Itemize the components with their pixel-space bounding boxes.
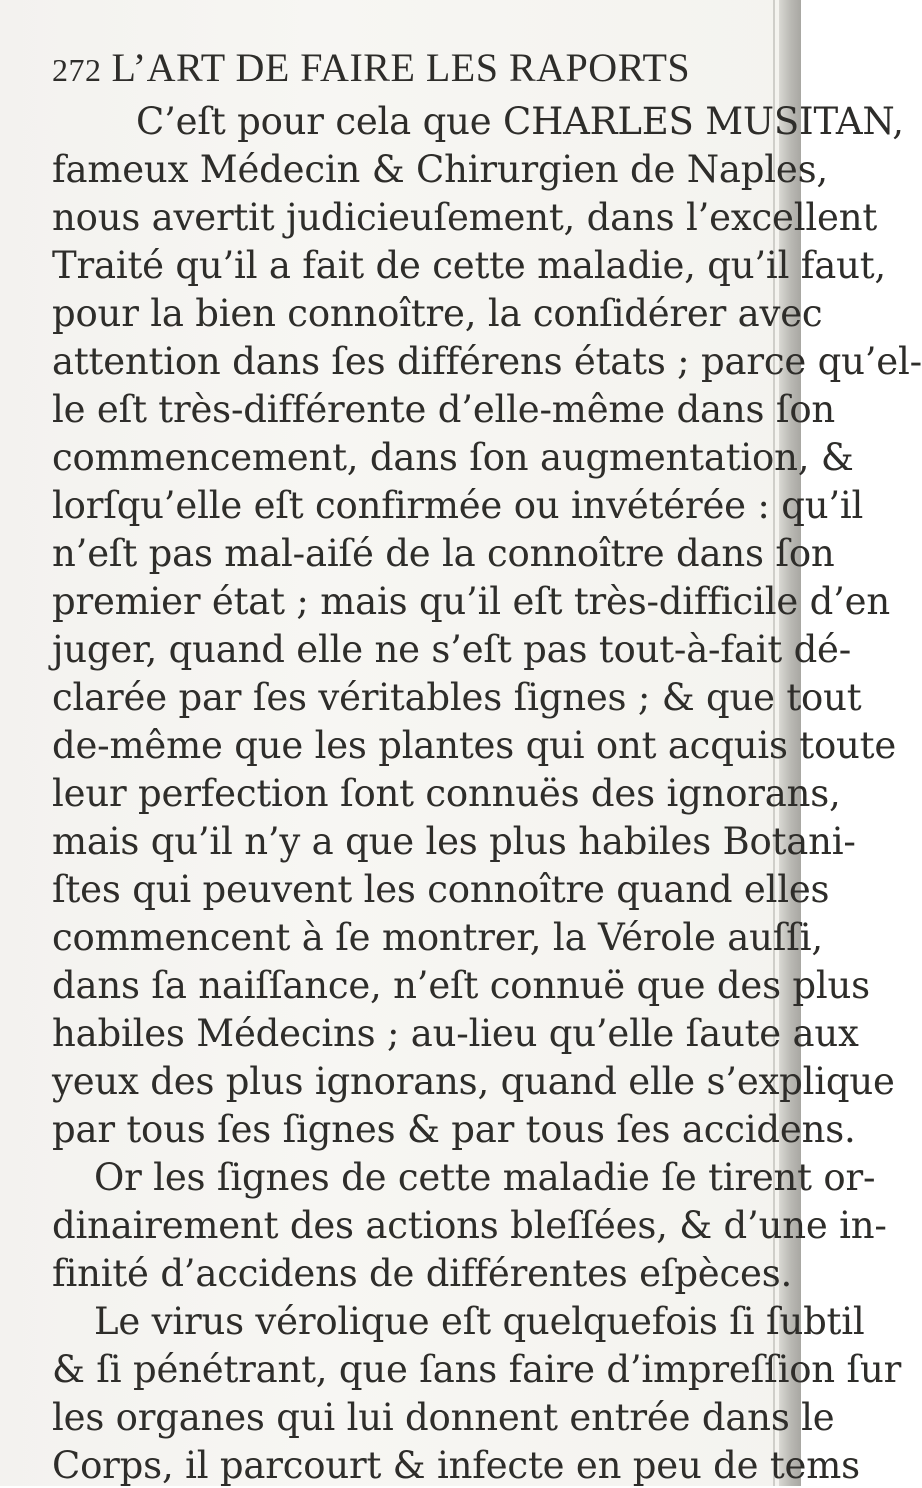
text-line: fameux Médecin & Chirurgien de Naples, bbox=[52, 148, 828, 191]
text-line: & ſi pénétrant, que ſans faire d’impreſſion ſur bbox=[52, 1348, 902, 1391]
text-line: dans ſa naiſſance, n’eſt connuë que des plus bbox=[52, 964, 870, 1007]
text-line: Or les ſignes de cette maladie ſe tirent or- bbox=[94, 1156, 876, 1199]
text-line: clarée par ſes véritables ſignes ; & que tout bbox=[52, 676, 862, 719]
text-line: nous avertit judicieuſement, dans l’excellent bbox=[52, 196, 878, 239]
text-line: pour la bien connoître, la conſidérer avec bbox=[52, 292, 823, 335]
text-line: de-même que les plantes qui ont acquis toute bbox=[52, 724, 897, 767]
text-line: mais qu’il n’y a que les plus habiles Botani- bbox=[52, 820, 856, 863]
text-line: habiles Médecins ; au-lieu qu’elle ſaute aux bbox=[52, 1012, 859, 1055]
text-line: Corps, il parcourt & infecte en peu de tems bbox=[52, 1444, 860, 1487]
running-title: L’ART DE FAIRE LES RAPORTS bbox=[111, 45, 691, 90]
text-line: attention dans ſes différens états ; parce qu’el- bbox=[52, 340, 922, 383]
text-line: Traité qu’il a fait de cette maladie, qu’il faut, bbox=[52, 244, 886, 287]
text-line: yeux des plus ignorans, quand elle s’explique bbox=[52, 1060, 895, 1103]
page-number: 272 bbox=[52, 52, 102, 88]
running-header bbox=[52, 46, 690, 92]
text-line: leur perfection ſont connuës des ignorans, bbox=[52, 772, 841, 815]
text-line: le eſt très-différente d’elle-même dans ſon bbox=[52, 388, 836, 431]
text-line: finité d’accidens de différentes eſpèces. bbox=[52, 1252, 793, 1295]
text-line: n’eſt pas mal-aiſé de la connoître dans ſon bbox=[52, 532, 835, 575]
text-line: premier état ; mais qu’il eſt très-difficile d’en bbox=[52, 580, 890, 623]
text-line: ſtes qui peuvent les connoître quand elles bbox=[52, 868, 830, 911]
text-line: C’eſt pour cela que CHARLES MUSITAN, bbox=[136, 100, 904, 143]
text-line: dinairement des actions bleſſées, & d’une in- bbox=[52, 1204, 887, 1247]
text-line: juger, quand elle ne s’eſt pas tout-à-fait dé- bbox=[52, 628, 852, 671]
text-line: commencement, dans ſon augmentation, & bbox=[52, 436, 854, 479]
text-line: Le virus vérolique eſt quelquefois ſi ſubtil bbox=[94, 1300, 865, 1343]
text-line: lorſqu’elle eſt confirmée ou invétérée : qu’il bbox=[52, 484, 864, 527]
text-line: par tous ſes ſignes & par tous ſes accidens. bbox=[52, 1108, 856, 1151]
text-line: commencent à ſe montrer, la Vérole auſſi, bbox=[52, 916, 823, 959]
text-line: les organes qui lui donnent entrée dans le bbox=[52, 1396, 835, 1439]
